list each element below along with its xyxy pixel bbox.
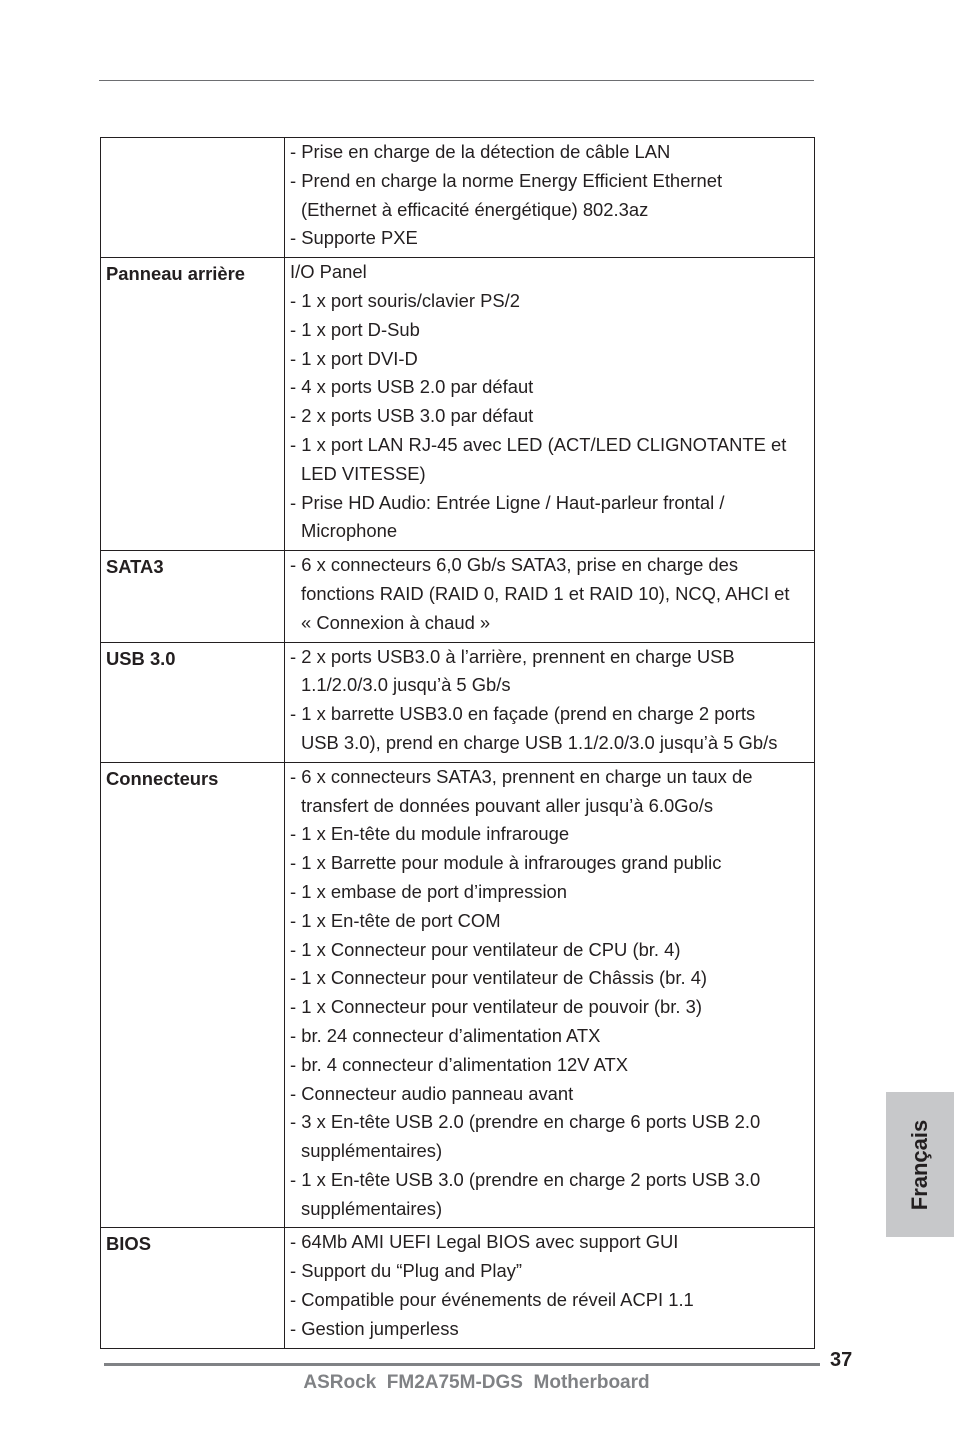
spec-line: - 1 x port DVI-D — [290, 347, 418, 369]
spec-line: - br. 4 connecteur d’alimentation 12V ATX — [290, 1053, 629, 1075]
spec-label: Panneau arrière — [106, 263, 246, 285]
spec-label-cell — [101, 762, 285, 1228]
spec-value-cell — [285, 138, 815, 258]
spec-value-cell — [285, 762, 815, 1228]
spec-label: USB 3.0 — [106, 647, 176, 669]
spec-label-cell — [101, 138, 285, 258]
spec-line: - Prise HD Audio: Entrée Ligne / Haut-parleur frontal / — [290, 491, 725, 513]
bottom-rule — [104, 1363, 820, 1366]
spec-label: SATA3 — [106, 556, 164, 578]
spec-line: LED VITESSE) — [301, 462, 426, 484]
spec-line: - 6 x connecteurs SATA3, prennent en charge un taux de — [290, 765, 753, 787]
spec-row — [101, 138, 815, 258]
spec-line: « Connexion à chaud » — [301, 611, 491, 633]
language-tab — [886, 1092, 954, 1237]
spec-line: - Supporte PXE — [290, 227, 418, 249]
spec-line: - 1 x embase de port d’impression — [290, 880, 568, 902]
spec-line: 1.1/2.0/3.0 jusqu’à 5 Gb/s — [301, 674, 511, 696]
spec-line: - br. 24 connecteur d’alimentation ATX — [290, 1024, 601, 1046]
spec-line: - 1 x En-tête USB 3.0 (prendre en charge 2 ports USB 3.0 — [290, 1168, 761, 1190]
spec-line: - Compatible pour événements de réveil ACPI 1.1 — [290, 1289, 694, 1311]
spec-line: - 1 x En-tête du module infrarouge — [290, 823, 570, 845]
spec-line: - 4 x ports USB 2.0 par défaut — [290, 376, 534, 398]
spec-line: transfert de données pouvant aller jusqu’à 6.0Go/s — [301, 794, 714, 816]
spec-line: - Support du “Plug and Play” — [290, 1260, 523, 1282]
spec-label: Connecteurs — [106, 767, 219, 789]
spec-line: - 1 x Barrette pour module à infrarouges grand public — [290, 852, 722, 874]
spec-line: - 2 x ports USB 3.0 par défaut — [290, 405, 534, 427]
language-tab-label: Français — [907, 1119, 932, 1210]
spec-row — [101, 551, 815, 642]
spec-label: BIOS — [106, 1233, 151, 1255]
spec-line: - Prend en charge la norme Energy Efficient Ethernet — [290, 169, 723, 191]
spec-line: - 1 x Connecteur pour ventilateur de pouvoir (br. 3) — [290, 996, 702, 1018]
spec-line: - 1 x port souris/clavier PS/2 — [290, 289, 520, 311]
spec-line: - 6 x connecteurs 6,0 Gb/s SATA3, prise en charge des — [290, 554, 739, 576]
spec-line: - 1 x port D-Sub — [290, 318, 420, 340]
spec-value-cell — [285, 1228, 815, 1348]
spec-label-cell — [101, 551, 285, 642]
spec-line: - 1 x barrette USB3.0 en façade (prend en charge 2 ports — [290, 703, 756, 725]
spec-line: - Prise en charge de la détection de câble LAN — [290, 141, 671, 162]
spec-table-body — [101, 138, 815, 1349]
spec-table — [100, 137, 815, 1349]
spec-value-cell — [285, 642, 815, 762]
spec-line: (Ethernet à efficacité énergétique) 802.3az — [301, 198, 649, 220]
spec-line: supplémentaires) — [301, 1197, 443, 1219]
spec-line: USB 3.0), prend en charge USB 1.1/2.0/3.0 jusqu’à 5 Gb/s — [301, 731, 778, 753]
page-number: 37 — [830, 1349, 853, 1371]
spec-line: - Gestion jumperless — [290, 1317, 459, 1339]
footer-title: ASRock FM2A75M-DGS Motherboard — [303, 1372, 650, 1393]
spec-line: - 1 x Connecteur pour ventilateur de Châssis (br. 4) — [290, 967, 708, 989]
spec-label-cell — [101, 1228, 285, 1348]
spec-value-cell — [285, 258, 815, 551]
top-rule — [99, 80, 814, 81]
spec-line: - 1 x Connecteur pour ventilateur de CPU (br. 4) — [290, 938, 681, 960]
spec-line: - 1 x port LAN RJ-45 avec LED (ACT/LED CLIGNOTANTE et — [290, 433, 787, 455]
spec-row — [101, 1228, 815, 1348]
spec-line: fonctions RAID (RAID 0, RAID 1 et RAID 10), NCQ, AHCI et — [301, 582, 790, 604]
spec-line: - 2 x ports USB3.0 à l’arrière, prennent en charge USB — [290, 645, 735, 667]
spec-row — [101, 258, 815, 551]
spec-line: supplémentaires) — [301, 1140, 443, 1162]
spec-line: - 1 x En-tête de port COM — [290, 909, 501, 931]
spec-line: - Connecteur audio panneau avant — [290, 1082, 574, 1104]
spec-row — [101, 642, 815, 762]
spec-row — [101, 762, 815, 1228]
spec-line: I/O Panel — [290, 261, 367, 283]
spec-line: - 64Mb AMI UEFI Legal BIOS avec support GUI — [290, 1231, 679, 1253]
spec-line: - 3 x En-tête USB 2.0 (prendre en charge 6 ports USB 2.0 — [290, 1111, 761, 1133]
spec-line: Microphone — [301, 520, 398, 542]
spec-label-cell — [101, 258, 285, 551]
spec-value-cell — [285, 551, 815, 642]
spec-label-cell — [101, 642, 285, 762]
